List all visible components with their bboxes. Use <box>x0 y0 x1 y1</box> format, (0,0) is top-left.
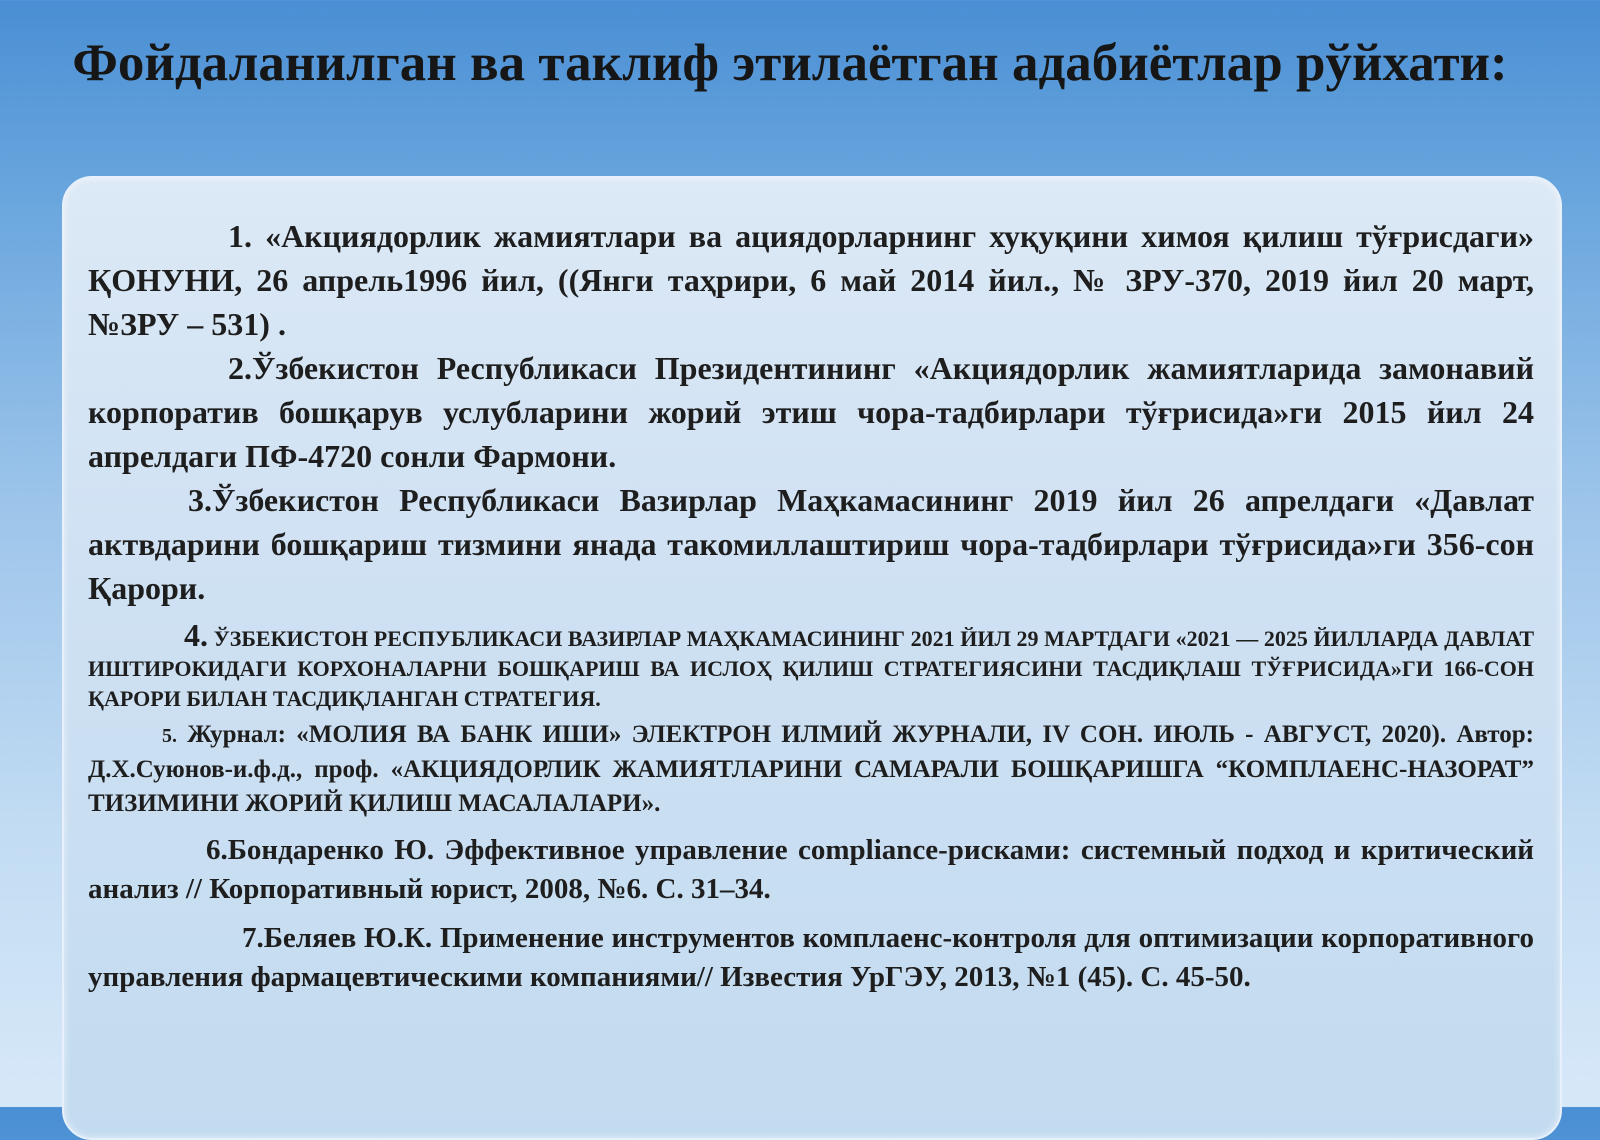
reference-number-5: 5. <box>162 725 177 747</box>
reference-item-7: 7.Беляев Ю.К. Применение инструментов комплаенс-контроля для оптимизации корпоративного управления фармацевтическими компаниями// Известия УрГЭУ, 2013, №1 (45). С. 45-50. <box>88 922 1534 993</box>
reference-item-6: 6.Бондаренко Ю. Эффективное управление compliance-рисками: системный подход и критический анализ // Корпоративный юрист, 2008, №6. С. 31–34. <box>88 834 1534 905</box>
reference-item-2: 2.Ўзбекистон Республикаси Президентининг «Акциядорлик жамиятларида замонавий корпоратив бошқарув услубларини жорий этиш чора-тадбирлари тўғрисида»ги 2015 йил 24 апрелдаги ПФ-4720 сонли Фармони. <box>88 350 1534 474</box>
reference-number-4: 4. <box>184 617 208 653</box>
reference-text-5: Журнал: «МОЛИЯ ВА БАНК ИШИ» ЭЛЕКТРОН ИЛМИЙ ЖУРНАЛИ, IV СОН. ИЮЛЬ - АВГУСТ, 2020). Автор: Д.Х.Суюнов-и.ф.д., проф. «АКЦИЯДОРЛИК ЖАМИЯТЛАРИНИ САМАРАЛИ БОШҚАРИШГА “КОМПЛАЕНС-НАЗОРАТ” ТИЗИМИНИ ЖОРИЙ ҚИЛИШ МАСАЛАЛАРИ». <box>88 721 1534 817</box>
reference-item-4 <box>88 617 1534 714</box>
reference-text-4: ЎЗБЕКИСТОН РЕСПУБЛИКАСИ ВАЗИРЛАР МАҲКАМАСИНИНГ 2021 ЙИЛ 29 МАРТДАГИ «2021 — 2025 ЙИЛЛАРДА ДАВЛАТ ИШТИРОКИДАГИ КОРХОНАЛАРНИ БОШҚАРИШ ВА ИСЛОҲ ҚИЛИШ СТРАТЕГИЯСИНИ ТАСДИҚЛАШ ТЎҒРИСИДА»ГИ 166-СОН ҚАРОРИ БИЛАН ТАСДИҚЛАНГАН СТРАТЕГИЯ. <box>88 626 1534 711</box>
reference-item-3: 3.Ўзбекистон Республикаси Вазирлар Маҳкамасининг 2019 йил 26 апрелдаги «Давлат актвдарини бошқариш тизмини янада такомиллаштириш чора-тадбирлари тўғрисида»ги 356-сон Қарори. <box>88 482 1534 606</box>
reference-item-5 <box>88 718 1534 821</box>
reference-item-1: 1. «Акциядорлик жамиятлари ва ациядорларнинг хуқуқини химоя қилиш тўғрисдаги» ҚОНУНИ, 26 апрель1996 йил, ((Янги таҳрири, 6 май 2014 йил., № ЗРУ-370, 2019 йил 20 март, №ЗРУ – 531) . <box>88 218 1534 342</box>
reference-list <box>88 214 1534 997</box>
slide-title: Фойдаланилган ва таклиф этилаётган адабиётлар рўйхати: <box>72 34 1508 92</box>
